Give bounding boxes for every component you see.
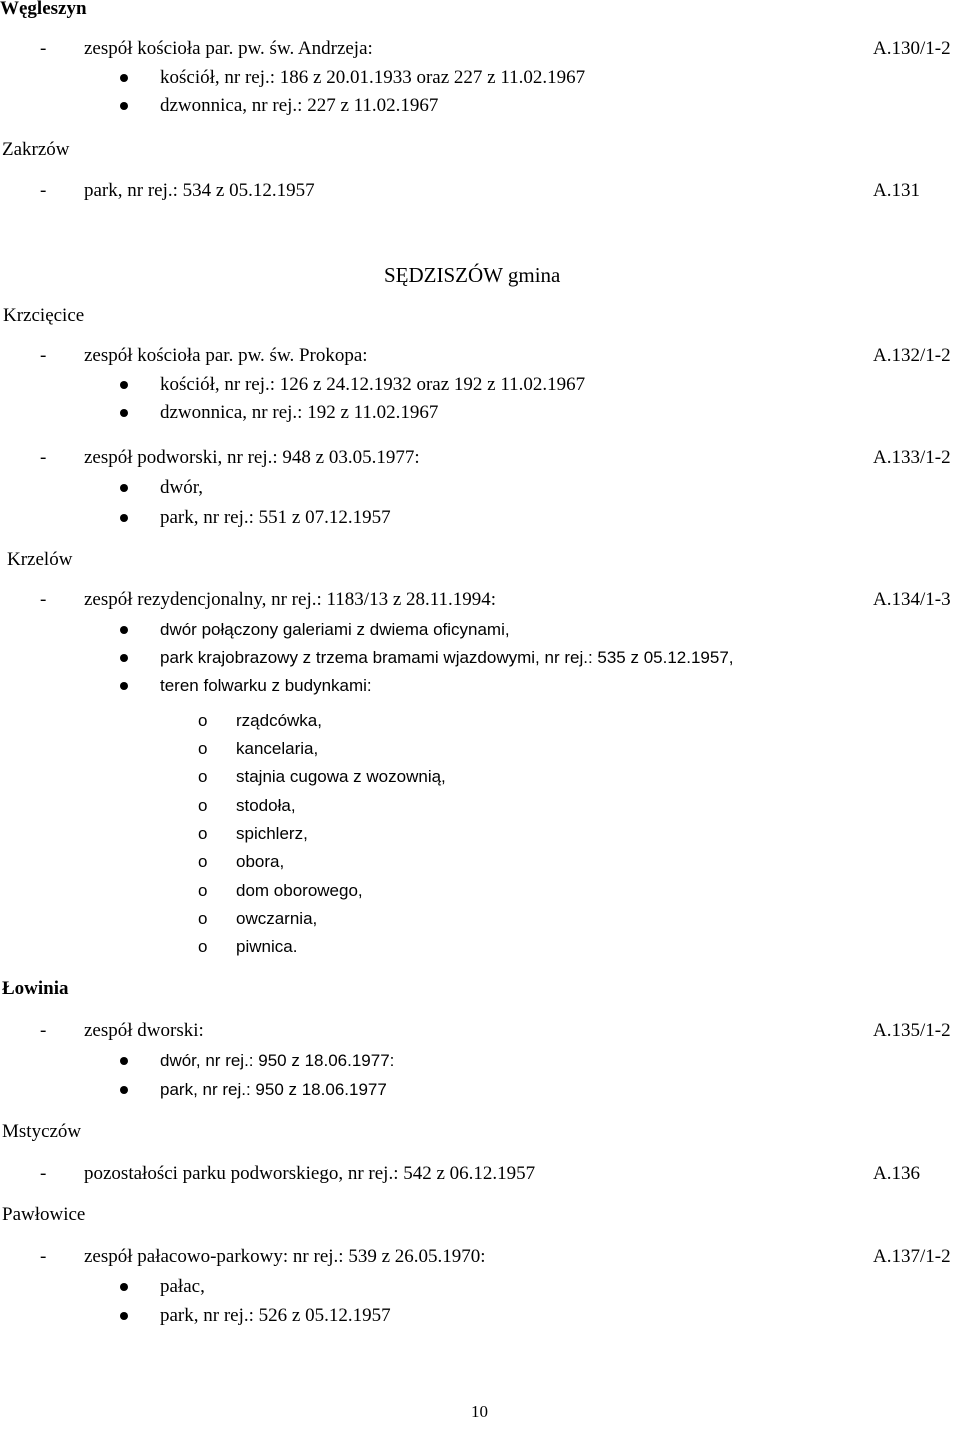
- group-wegleszyn: zespół kościoła par. pw. św. Andrzeja:: [84, 38, 373, 59]
- ref-krzciecice-2: A.133/1-2: [873, 447, 951, 468]
- dash: -: [40, 345, 47, 366]
- ref-pawlowice: A.137/1-2: [873, 1246, 951, 1267]
- item-krzelow-1: park krajobrazowy z trzema bramami wjazdowymi, nr rej.: 535 z 05.12.1957,: [160, 648, 734, 667]
- subitem-krzelow-4: spichlerz,: [236, 824, 308, 843]
- item-krzciecice-1-0: kościół, nr rej.: 126 z 24.12.1932 oraz 192 z 11.02.1967: [160, 374, 586, 395]
- ref-lowinia: A.135/1-2: [873, 1020, 951, 1041]
- item-lowinia-0: dwór, nr rej.: 950 z 18.06.1977:: [160, 1051, 395, 1070]
- circle-marker-icon: o: [198, 909, 208, 928]
- group-mstyczow: pozostałości parku podworskiego, nr rej.: 542 z 06.12.1957: [84, 1163, 536, 1184]
- bullet-icon: [120, 1086, 128, 1094]
- location-pawlowice: Pawłowice: [2, 1204, 86, 1225]
- group-pawlowice: zespół pałacowo-parkowy: nr rej.: 539 z 26.05.1970:: [84, 1246, 486, 1267]
- circle-marker-icon: o: [198, 711, 208, 730]
- bullet-icon: [120, 484, 128, 492]
- subitem-krzelow-3: stodoła,: [236, 796, 296, 815]
- subitem-krzelow-8: piwnica.: [236, 937, 298, 956]
- circle-marker-icon: o: [198, 767, 208, 786]
- ref-zakrzow: A.131: [873, 180, 920, 201]
- dash: -: [40, 447, 47, 468]
- ref-krzelow: A.134/1-3: [873, 589, 951, 610]
- subitem-krzelow-0: rządcówka,: [236, 711, 322, 730]
- subitem-krzelow-5: obora,: [236, 852, 285, 871]
- bullet-icon: [120, 1283, 128, 1291]
- circle-marker-icon: o: [198, 937, 208, 956]
- location-krzciecice: Krzcięcice: [3, 305, 85, 326]
- group-zakrzow: park, nr rej.: 534 z 05.12.1957: [84, 180, 315, 201]
- circle-marker-icon: o: [198, 852, 208, 871]
- location-zakrzow: Zakrzów: [2, 139, 70, 160]
- bullet-icon: [120, 102, 128, 110]
- subitem-krzelow-7: owczarnia,: [236, 909, 318, 928]
- group-krzelow: zespół rezydencjonalny, nr rej.: 1183/13 z 28.11.1994:: [84, 589, 497, 610]
- item-pawlowice-1: park, nr rej.: 526 z 05.12.1957: [160, 1305, 391, 1326]
- item-krzelow-0: dwór połączony galeriami z dwiema oficynami,: [160, 620, 510, 639]
- bullet-icon: [120, 514, 128, 522]
- dash: -: [40, 1020, 47, 1041]
- bullet-icon: [120, 626, 128, 634]
- group-krzciecice-2: zespół podworski, nr rej.: 948 z 03.05.1977:: [84, 447, 420, 468]
- ref-wegleszyn: A.130/1-2: [873, 38, 951, 59]
- ref-krzciecice-1: A.132/1-2: [873, 345, 951, 366]
- item-lowinia-1: park, nr rej.: 950 z 18.06.1977: [160, 1080, 387, 1099]
- page-number: 10: [471, 1402, 488, 1421]
- location-wegleszyn: Węgleszyn: [0, 0, 87, 19]
- ref-mstyczow: A.136: [873, 1163, 920, 1184]
- subitem-krzelow-2: stajnia cugowa z wozownią,: [236, 767, 446, 786]
- circle-marker-icon: o: [198, 881, 208, 900]
- gmina-heading: SĘDZISZÓW gmina: [384, 263, 561, 287]
- item-wegleszyn-1: dzwonnica, nr rej.: 227 z 11.02.1967: [160, 95, 439, 116]
- item-krzelow-2: teren folwarku z budynkami:: [160, 676, 372, 695]
- bullet-icon: [120, 409, 128, 417]
- circle-marker-icon: o: [198, 824, 208, 843]
- location-lowinia: Łowinia: [2, 978, 69, 999]
- bullet-icon: [120, 74, 128, 82]
- bullet-icon: [120, 682, 128, 690]
- subitem-krzelow-1: kancelaria,: [236, 739, 319, 758]
- group-krzciecice-1: zespół kościoła par. pw. św. Prokopa:: [84, 345, 368, 366]
- circle-marker-icon: o: [198, 796, 208, 815]
- item-pawlowice-0: pałac,: [160, 1276, 205, 1297]
- item-krzciecice-2-0: dwór,: [160, 477, 204, 498]
- bullet-icon: [120, 1057, 128, 1065]
- item-wegleszyn-0: kościół, nr rej.: 186 z 20.01.1933 oraz 227 z 11.02.1967: [160, 67, 586, 88]
- location-mstyczow: Mstyczów: [2, 1121, 82, 1142]
- location-krzelow: Krzelów: [7, 549, 73, 570]
- dash: -: [40, 1246, 47, 1267]
- item-krzciecice-2-1: park, nr rej.: 551 z 07.12.1957: [160, 507, 391, 528]
- item-krzciecice-1-1: dzwonnica, nr rej.: 192 z 11.02.1967: [160, 402, 439, 423]
- circle-marker-icon: o: [198, 739, 208, 758]
- group-lowinia: zespół dworski:: [84, 1020, 204, 1041]
- dash: -: [40, 1163, 47, 1184]
- bullet-icon: [120, 381, 128, 389]
- dash: -: [40, 589, 47, 610]
- dash: -: [40, 38, 47, 59]
- bullet-icon: [120, 1312, 128, 1320]
- bullet-icon: [120, 654, 128, 662]
- dash: -: [40, 180, 47, 201]
- subitem-krzelow-6: dom oborowego,: [236, 881, 363, 900]
